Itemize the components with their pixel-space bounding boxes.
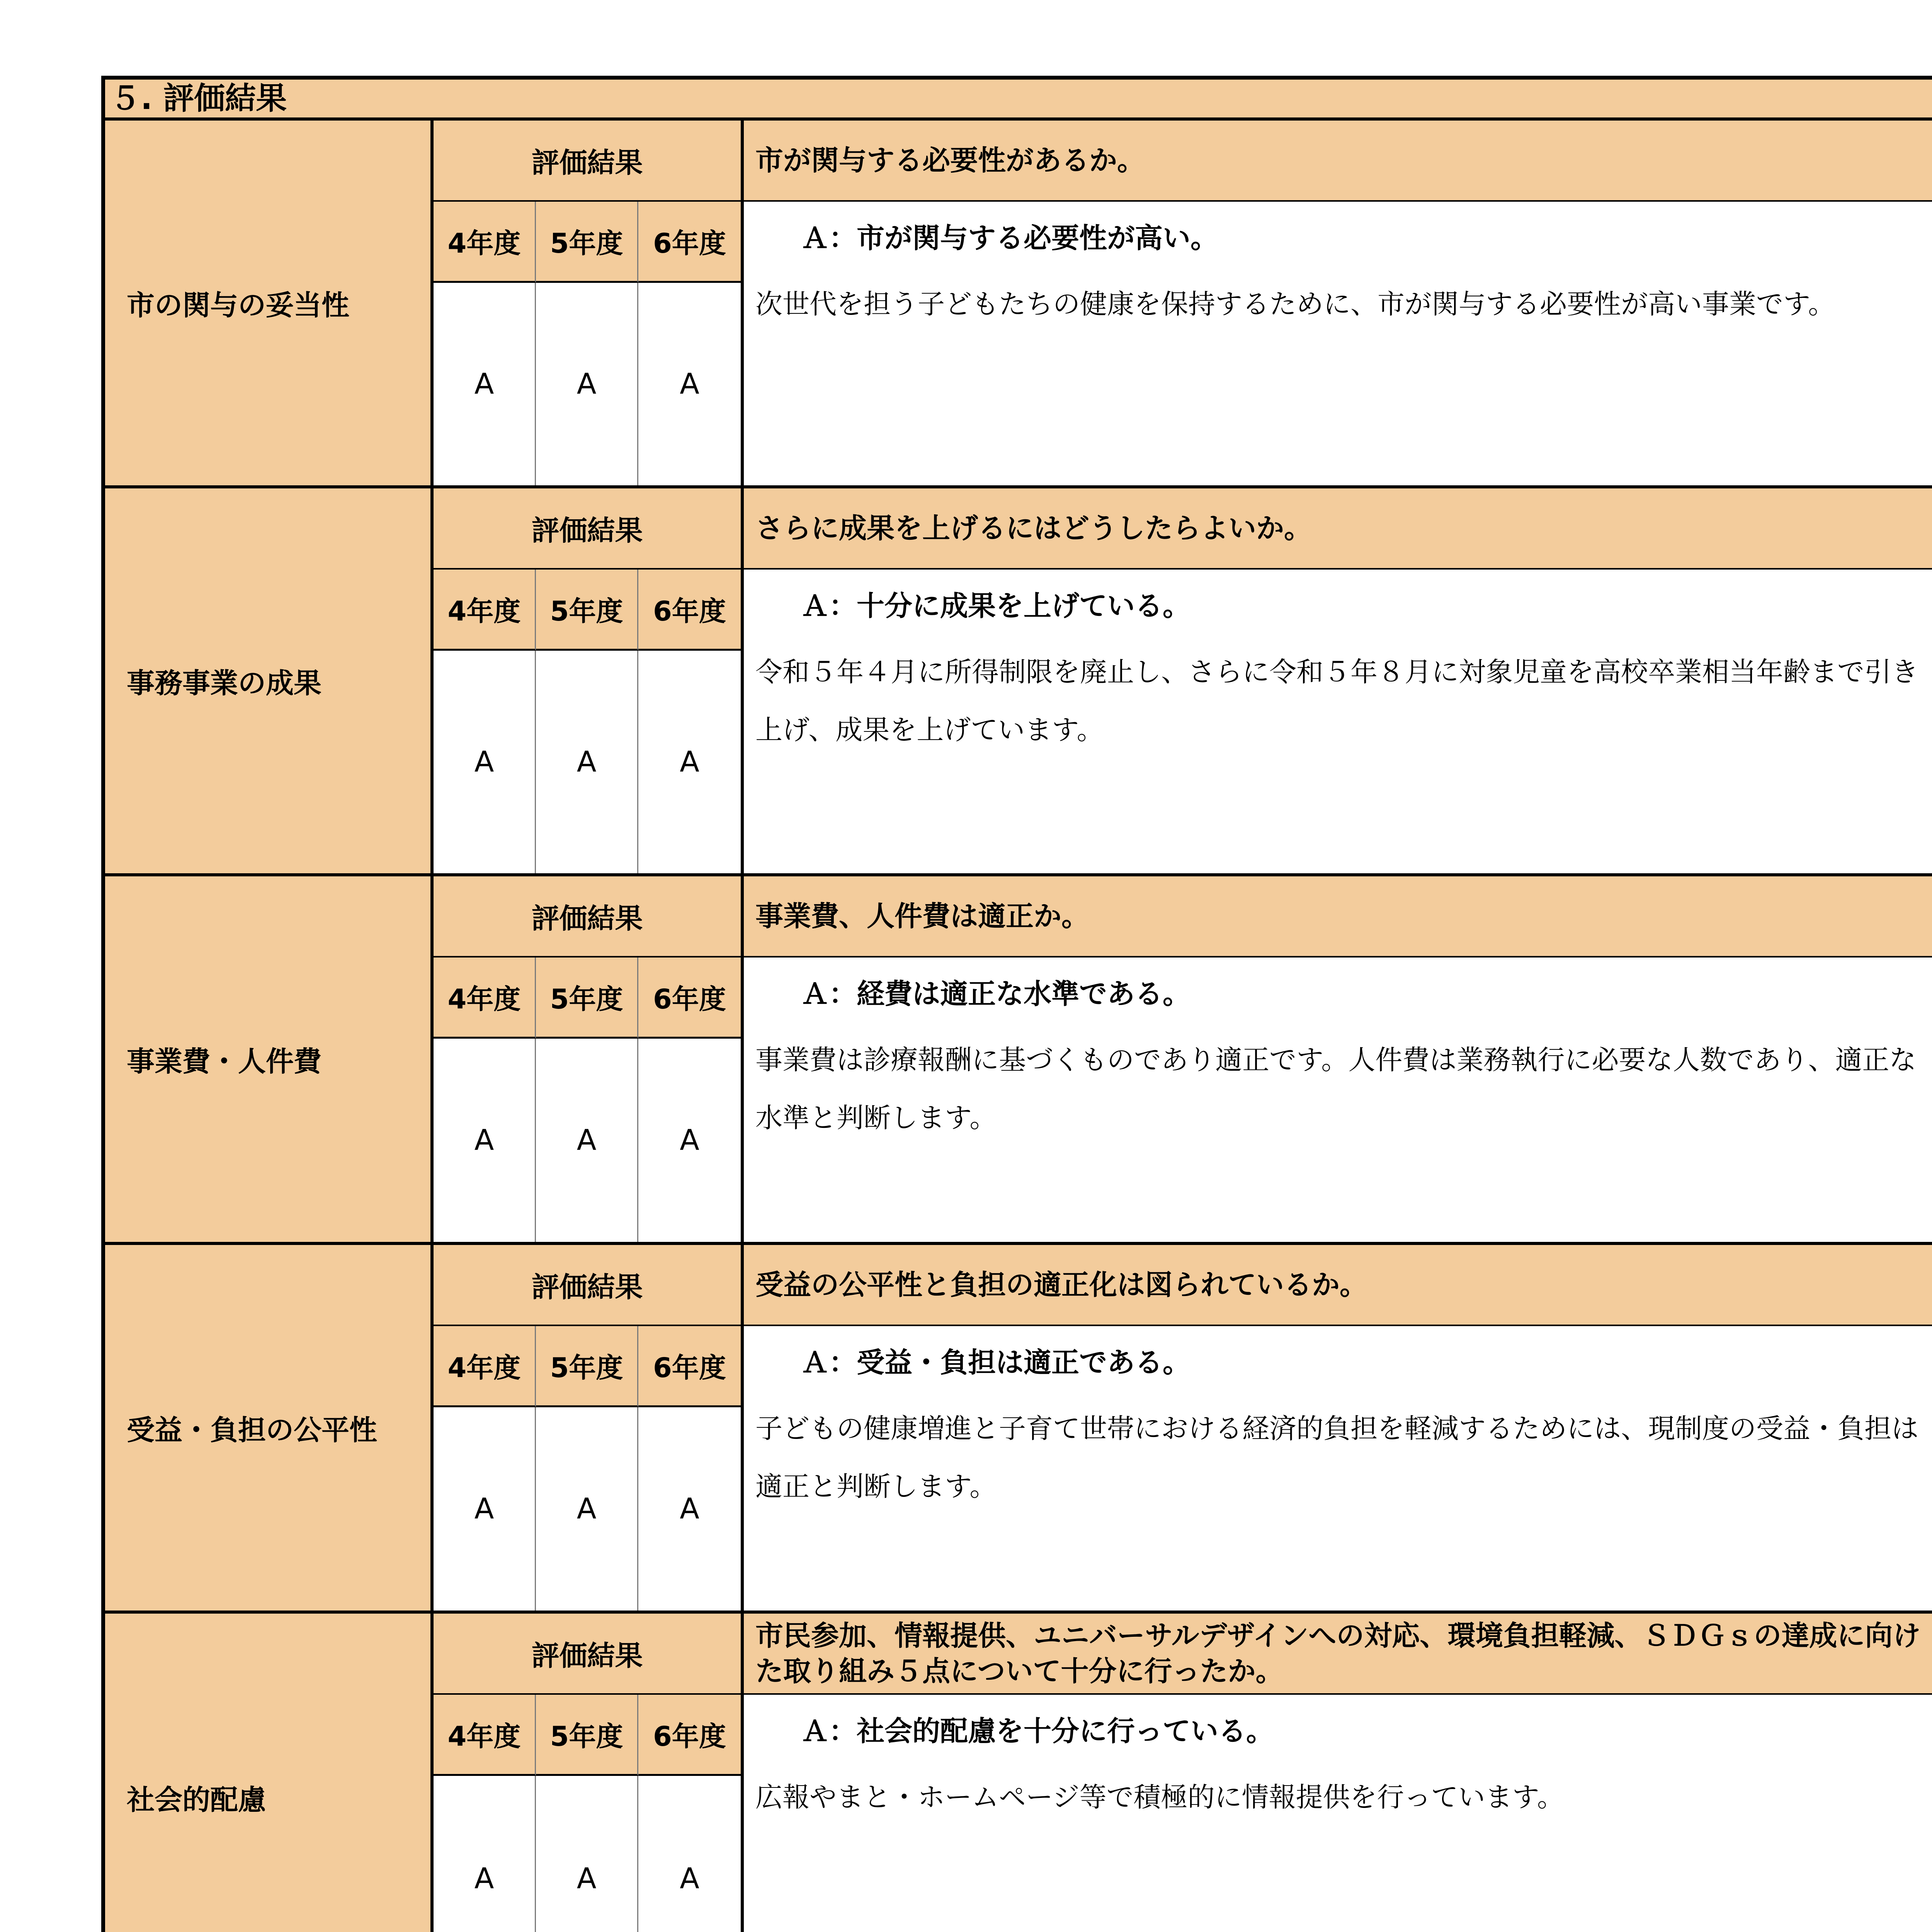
year-header-r5: 5年度	[536, 1326, 638, 1407]
evaluation-question: 市民参加、情報提供、ユニバーサルデザインへの対応、環境負担軽減、ＳＤＧｓの達成に向けた取り組み５点について十分に行ったか。	[741, 1614, 1932, 1695]
evaluation-question: 事業費、人件費は適正か。	[741, 876, 1932, 957]
criterion-label: 事務事業の成果	[105, 488, 434, 873]
evaluation-answer	[741, 202, 1932, 485]
year-header-r5: 5年度	[536, 202, 638, 283]
year-header-r6: 6年度	[638, 957, 741, 1039]
evaluation-block	[105, 1245, 1932, 1614]
evaluation-results-table	[101, 76, 1932, 1932]
evaluation-block	[105, 876, 1932, 1245]
year-header-r4: 4年度	[434, 202, 536, 283]
evaluation-answer	[741, 1695, 1932, 1932]
verdict-text: Ａ：経費は適正な水準である。	[801, 978, 1191, 1010]
evaluation-result-header: 評価結果	[434, 121, 741, 202]
evaluation-result-header: 評価結果	[434, 1614, 741, 1695]
grade-r5: A	[536, 651, 638, 873]
evaluation-question: 市が関与する必要性があるか。	[741, 121, 1932, 202]
evaluation-result-header: 評価結果	[434, 1245, 741, 1326]
grade-r4: A	[434, 1039, 536, 1242]
grade-r5: A	[536, 1407, 638, 1611]
comment-text: 子どもの健康増進と子育て世帯における経済的負担を軽減するためには、現制度の受益・負担は適正と判断します。	[755, 1413, 1918, 1502]
criterion-label: 社会的配慮	[105, 1614, 434, 1932]
evaluation-question: さらに成果を上げるにはどうしたらよいか。	[741, 488, 1932, 570]
grade-r4: A	[434, 1407, 536, 1611]
grade-r6: A	[680, 1492, 699, 1526]
evaluation-block	[105, 1614, 1932, 1932]
evaluation-block	[105, 488, 1932, 876]
year-header-r6: 6年度	[638, 202, 741, 283]
evaluation-answer	[741, 1326, 1932, 1611]
year-header-r4: 4年度	[434, 1326, 536, 1407]
comment-text: 広報やまと・ホームページ等で積極的に情報提供を行っています。	[755, 1781, 1564, 1813]
grade-r5: A	[536, 283, 638, 485]
evaluation-result-header: 評価結果	[434, 876, 741, 957]
comment-text: 事業費は診療報酬に基づくものであり適正です。人件費は業務執行に必要な人数であり、適正な水準と判断します。	[755, 1044, 1917, 1134]
comment-text: 令和５年４月に所得制限を廃止し、さらに令和５年８月に対象児童を高校卒業相当年齢まで引き上げ、成果を上げています。	[755, 656, 1918, 746]
criterion-label: 事業費・人件費	[105, 876, 434, 1242]
verdict-text: Ａ：十分に成果を上げている。	[801, 590, 1191, 622]
criterion-label: 受益・負担の公平性	[105, 1245, 434, 1611]
grade-r4: A	[434, 1776, 536, 1932]
evaluation-answer	[741, 957, 1932, 1242]
comment-text: 次世代を担う子どもたちの健康を保持するために、市が関与する必要性が高い事業です。	[755, 288, 1835, 320]
section-title: ５. 評価結果	[105, 80, 1932, 121]
year-header-r5: 5年度	[536, 957, 638, 1039]
criterion-label: 市の関与の妥当性	[105, 121, 434, 485]
verdict-text: Ａ：受益・負担は適正である。	[801, 1346, 1191, 1379]
evaluation-result-header: 評価結果	[434, 488, 741, 570]
evaluation-answer	[741, 570, 1932, 873]
grade-r5: A	[536, 1776, 638, 1932]
grade-r6: A	[680, 745, 699, 779]
verdict-text: Ａ：市が関与する必要性が高い。	[801, 222, 1219, 254]
evaluation-block	[105, 121, 1932, 488]
year-header-r4: 4年度	[434, 957, 536, 1039]
year-header-r6: 6年度	[638, 1326, 741, 1407]
grade-r6: A	[680, 367, 699, 401]
grade-r5: A	[536, 1039, 638, 1242]
grade-r6: A	[680, 1862, 699, 1895]
year-header-r5: 5年度	[536, 570, 638, 651]
verdict-text: Ａ：社会的配慮を十分に行っている。	[801, 1715, 1274, 1747]
year-header-r6: 6年度	[638, 570, 741, 651]
evaluation-question: 受益の公平性と負担の適正化は図られているか。	[741, 1245, 1932, 1326]
year-header-r4: 4年度	[434, 570, 536, 651]
year-header-r6: 6年度	[638, 1695, 741, 1776]
year-header-r5: 5年度	[536, 1695, 638, 1776]
grade-r4: A	[434, 283, 536, 485]
year-header-r4: 4年度	[434, 1695, 536, 1776]
grade-r4: A	[434, 651, 536, 873]
grade-r6: A	[680, 1124, 699, 1157]
